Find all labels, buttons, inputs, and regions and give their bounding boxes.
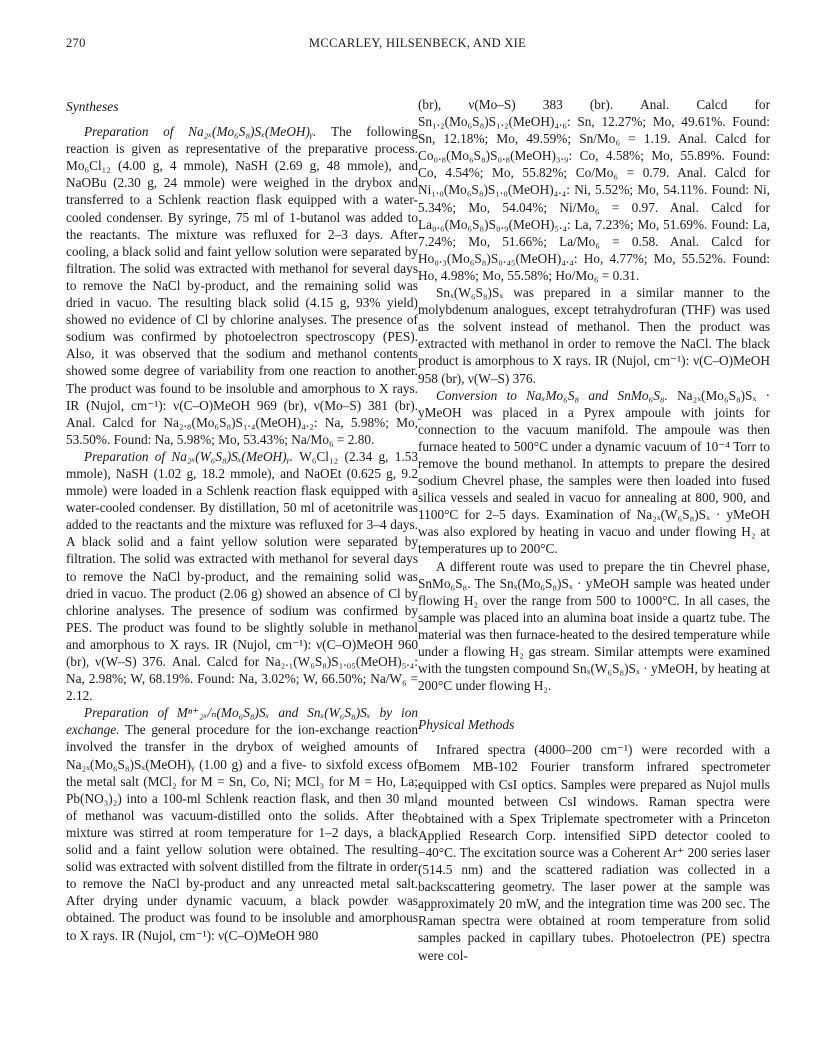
- left-column: [66, 98, 418, 944]
- paragraph-text: The following reaction is given as representative of the preparative process. Mo₆Cl₁₂ (4.00 g, 4 mmole), NaSH (2.69 g, 48 mmole), and NaOBu (2.30 g, 24 mmole) were weighed in the drybox and transferred to a Schlenk reaction flask equipped with a water-cooled condenser. By syringe, 75 ml of 1-butanol was added to the reactants. The mixture was refluxed for 2–3 days. After cooling, a black solid and faint yellow solution were separated by filtration. The solid was extracted with methanol for several days to remove the NaCl by-product, and the remaining solid was dried in vacuo. The resulting black solid (4.15 g, 93% yield) showed no evidence of Cl by chlorine analyses. The presence of sodium was confirmed by photoelectron spectroscopy (PES). Also, it was observed that the sodium and methanol contents showed some degree of variability from one reaction to another. The product was found to be insoluble and amorphous to X rays. IR (Nujol, cm⁻¹): ν(C–O)MeOH 969 (br), ν(Mo–S) 381 (br). Anal. Calcd for Na₂.₈(Mo₆S₈)S₁.₄(MeOH)₄.₂: Na, 5.98%; Mo, 53.50%. Found: Na, 5.98%; Mo, 53.43%; Na/Mo₆ = 2.80.: [66, 124, 418, 447]
- page-header: [66, 36, 769, 56]
- paragraph-conversion: [418, 387, 770, 558]
- paragraph-na-w-prep: [66, 448, 418, 704]
- run-in-heading: Preparation of Na₂ₓ(W₆S₈)Sₓ(MeOH)ᵧ.: [84, 448, 293, 464]
- running-head: MCCARLEY, HILSENBECK, AND XIE: [308, 36, 527, 50]
- section-title-syntheses: Syntheses: [66, 99, 119, 114]
- paragraph-text: Na₂ₓ(Mo₆S₈)Sₓ · yMeOH was placed in a Pyrex ampoule with joints for connection to the vacuum manifold. The ampoule was then furnace heated to 500°C under a dynamic vacuum of 10⁻⁴ Torr to remove the bound methanol. In attempts to prepare the desired sodium Chevrel phase, the samples were then loaded into fused silica vessels and sealed in vacuo for annealing at 800, 900, and 1100°C for 2–5 days. Examination of Na₂ₓ(W₆S₈)Sₓ · yMeOH was also explored by heating in vacuo and under flowing H₂ at temperatures up to 200°C.: [418, 387, 770, 557]
- paragraph-ion-exchange: [66, 704, 418, 943]
- paragraph-physical-methods: [418, 741, 770, 963]
- right-column: [418, 96, 770, 964]
- run-in-heading: Conversion to NaₓMo₆S₈ and SnMo₆S₈.: [436, 387, 668, 403]
- page-number: 270: [66, 36, 86, 50]
- paragraph-na-mo-prep: [66, 123, 418, 448]
- paragraph-text: Infrared spectra (4000–200 cm⁻¹) were recorded with a Bomem MB-102 Fourier transform infrared spectrometer equipped with CsI optics. Samples were prepared as Nujol mulls and mounted between CsI windows. Raman spectra were obtained with a Spex Triplemate spectrometer with a Princeton Applied Research Corp. intensified SiPD detector cooled to −40°C. The excitation source was a Coherent Ar⁺ 200 series laser (514.5 nm) and the scattered radiation was collected in a backscattering geometry. The laser power at the sample was approximately 20 mW, and the integration time was 200 sec. The Raman spectra were obtained at room temperature from solid samples packed in capillary tubes. Photoelectron (PE) spectra were col-: [418, 742, 770, 963]
- paragraph-text: Snₓ(W₆S₈)Sₓ was prepared in a similar manner to the molybdenum analogues, except tetrahydrofuran (THF) was used as the solvent instead of methanol. Then the product was extracted with methanol in order to remove the NaCl. The black product is amorphous to X rays. IR (Nujol, cm⁻¹): ν(C–O)MeOH 958 (br), ν(W–S) 376.: [418, 285, 770, 386]
- paragraph-sn-w-prep: [418, 284, 770, 387]
- section-title-physical-methods: Physical Methods: [418, 717, 515, 733]
- run-in-heading: Preparation of Na₂ₓ(Mo₆S₈)Sₓ(MeOH)ᵧ.: [84, 124, 317, 140]
- paragraph-text: The general procedure for the ion-exchange reaction involved the transfer in the drybox of weighed amounts of Na₂ₓ(Mo₆S₈)Sₓ(MeOH)ᵧ (1.00 g) and a five- to sixfold excess of the metal salt (MCl₂ for M = Sn, Co, Ni; MCl₃ for M = Ho, La; Pb(NO₃)₂) into a 100-ml Schlenk reaction flask, and then 30 ml of methanol was vacuum-distilled onto the solids. After the mixture was stirred at room temperature for 1–2 days, a black solid and a faint yellow solution were obtained. The resulting solid was extracted with solvent distilled from the filtrate in order to remove the NaCl by-product and any unreacted metal salt. After drying under dynamic vacuum, a black powder was obtained. The product was found to be insoluble and amorphous to X rays. IR (Nujol, cm⁻¹): ν(C–O)MeOH 980: [66, 722, 418, 943]
- paragraph-analyses-continued: [418, 96, 770, 284]
- paragraph-tin-chevrel: [418, 558, 770, 695]
- paragraph-text: A different route was used to prepare the tin Chevrel phase, SnMo₆S₈. The Snₓ(Mo₆S₈)Sₓ · yMeOH sample was heated under flowing H₂ over the range from 500 to 1000°C. In all cases, the sample was placed into an alumina boat inside a quartz tube. The material was then furnace-heated to the desired temperature while under a flowing H₂ gas stream. Similar attempts were examined with the tungsten compound Snₓ(W₆S₈)Sₓ · yMeOH, by heating at 200°C under flowing H₂.: [418, 558, 770, 694]
- run-in-heading: Preparation of Mⁿ⁺₂ₓ/ₙ(Mo₆S₈)Sₓ and Snₓ(W₆S₈)Sₓ by ion exchange.: [66, 705, 418, 738]
- paragraph-text: (br), ν(Mo–S) 383 (br). Anal. Calcd for Sn₁.₂(Mo₆S₈)S₁.₂(MeOH)₄.₆: Sn, 12.27%; Mo, 49.61%. Found: Sn, 12.18%; Mo, 49.59%; Sn/Mo₆ = 1.19. Anal. Calcd for Co₀.₈(Mo₆S₈)S₀.₈(MeOH)₃.₉: Co, 4.58%; Mo, 55.89%. Found: Co, 4.54%; Mo, 55.82%; Co/Mo₆ = 0.79. Anal. Calcd for Ni₁.₀(Mo₆S₈)S₁.₀(MeOH)₄.₄: Ni, 5.52%; Mo, 54.11%. Found: Ni, 5.34%; Mo, 54.04%; Ni/Mo₆ = 0.97. Anal. Calcd for La₀.₆(Mo₆S₈)S₀.₉(MeOH)₅.₄: La, 7.23%; Mo, 51.69%. Found: La, 7.24%; Mo, 51.66%; La/Mo₆ = 0.58. Anal. Calcd for Ho₀.₃(Mo₆S₈)S₀.₄₅(MeOH)₄.₄: Ho, 4.77%; Mo, 55.52%. Found: Ho, 4.98%; Mo, 55.58%; Ho/Mo₆ = 0.31.: [418, 97, 770, 283]
- paragraph-text: W₆Cl₁₂ (2.34 g, 1.53 mmole), NaSH (1.02 g, 18.2 mmole), and NaOEt (0.625 g, 9.2 mmole) were loaded in a Schlenk reaction flask equipped with a water-cooled condenser. By distillation, 50 ml of acetonitrile was added to the reactants and the mixture was refluxed for 3–4 days. A black solid and a faint yellow solution were separated by filtration. The solid was extracted with methanol for several days to remove the NaCl by-product, and the remaining solid was dried in vacuo. The product (2.06 g) showed an absence of Cl by chlorine analyses. The presence of sodium was confirmed by PES. The product was found to be slightly soluble in methanol and amorphous to X rays. IR (Nujol, cm⁻¹): ν(C–O)MeOH 960 (br), ν(W–S) 376. Anal. Calcd for Na₂.₁(W₆S₈)S₁.₀₅(MeOH)₅.₄: Na, 2.98%; W, 68.19%. Found: Na, 3.02%; W, 66.50%; Na/W₆ = 2.12.: [66, 448, 418, 704]
